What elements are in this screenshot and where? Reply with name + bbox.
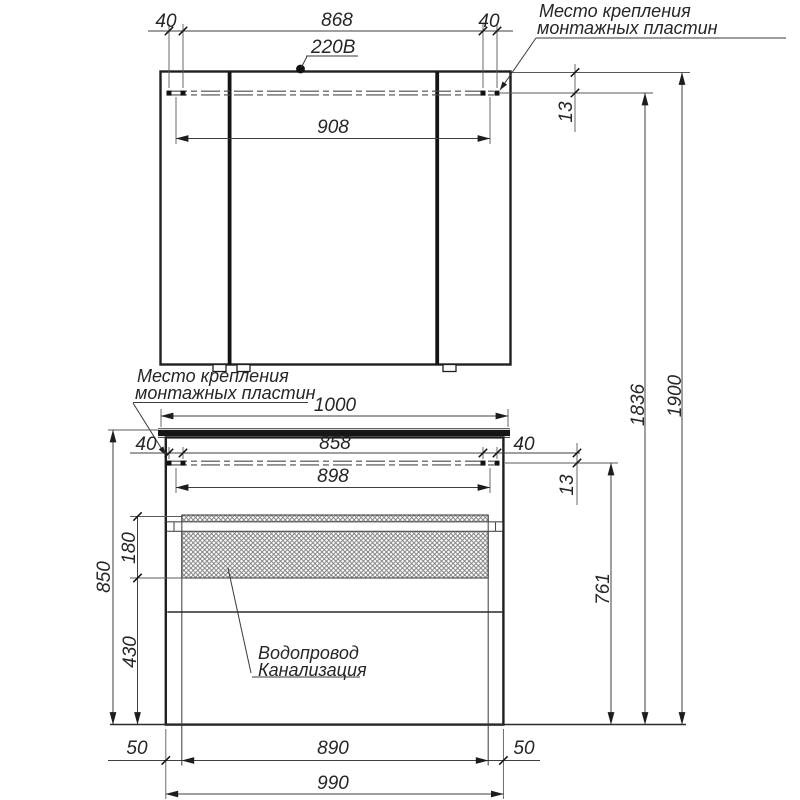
mirror-foot-tab xyxy=(443,365,456,372)
dim-sink-zone-height: 180 xyxy=(119,532,140,564)
mirror-cabinet-outline xyxy=(161,72,511,365)
mounting-rail-band xyxy=(167,522,502,532)
power-point-callout xyxy=(296,37,358,73)
dim-vanity-body-width: 990 xyxy=(317,773,349,794)
vanity-right-dimensions xyxy=(505,443,618,725)
mounting-note-top xyxy=(500,1,786,90)
power-point-dot xyxy=(296,65,305,74)
dim-height-to-rail: 1836 xyxy=(628,383,649,427)
dim-vanity-center-span: 898 xyxy=(317,466,349,487)
mounting-note-bottom-line2: монтажных пластин xyxy=(135,383,316,403)
vanity-bottom-dimensions xyxy=(108,729,540,799)
dim-mirror-center-span: 908 xyxy=(317,117,349,138)
dim-vanity-rail-offset: 13 xyxy=(557,474,578,496)
dim-mirror-inner-span: 868 xyxy=(321,10,353,31)
mounting-note-bottom-line1: Место крепления xyxy=(137,366,289,386)
dim-leg-inset-left: 50 xyxy=(126,738,148,759)
dim-mirror-rail-offset: 13 xyxy=(556,101,577,123)
mounting-note-top-line1: Место крепления xyxy=(539,1,691,21)
dim-vanity-plate-right: 40 xyxy=(513,434,535,455)
dim-height-total: 1900 xyxy=(665,374,686,418)
right-height-dimensions xyxy=(499,64,690,725)
plumbing-label-line2: Канализация xyxy=(258,660,367,680)
dim-vanity-total-height: 850 xyxy=(94,561,115,593)
dim-mirror-plate-left: 40 xyxy=(155,11,177,32)
dim-leg-span: 890 xyxy=(317,738,349,759)
dim-vanity-inner-span: 858 xyxy=(319,433,351,454)
dim-mirror-plate-right: 40 xyxy=(478,11,500,32)
plumbing-label-line1: Водопровод xyxy=(258,643,359,663)
mounting-note-top-line2: монтажных пластин xyxy=(537,18,718,38)
dim-vanity-plate-left: 40 xyxy=(135,434,157,455)
dim-leg-inset-right: 50 xyxy=(513,738,535,759)
dim-vanity-top-width: 1000 xyxy=(313,395,357,416)
dim-vanity-body-height: 761 xyxy=(593,573,614,605)
power-label: 220В xyxy=(311,37,356,58)
dim-lower-zone-height: 430 xyxy=(120,636,141,668)
